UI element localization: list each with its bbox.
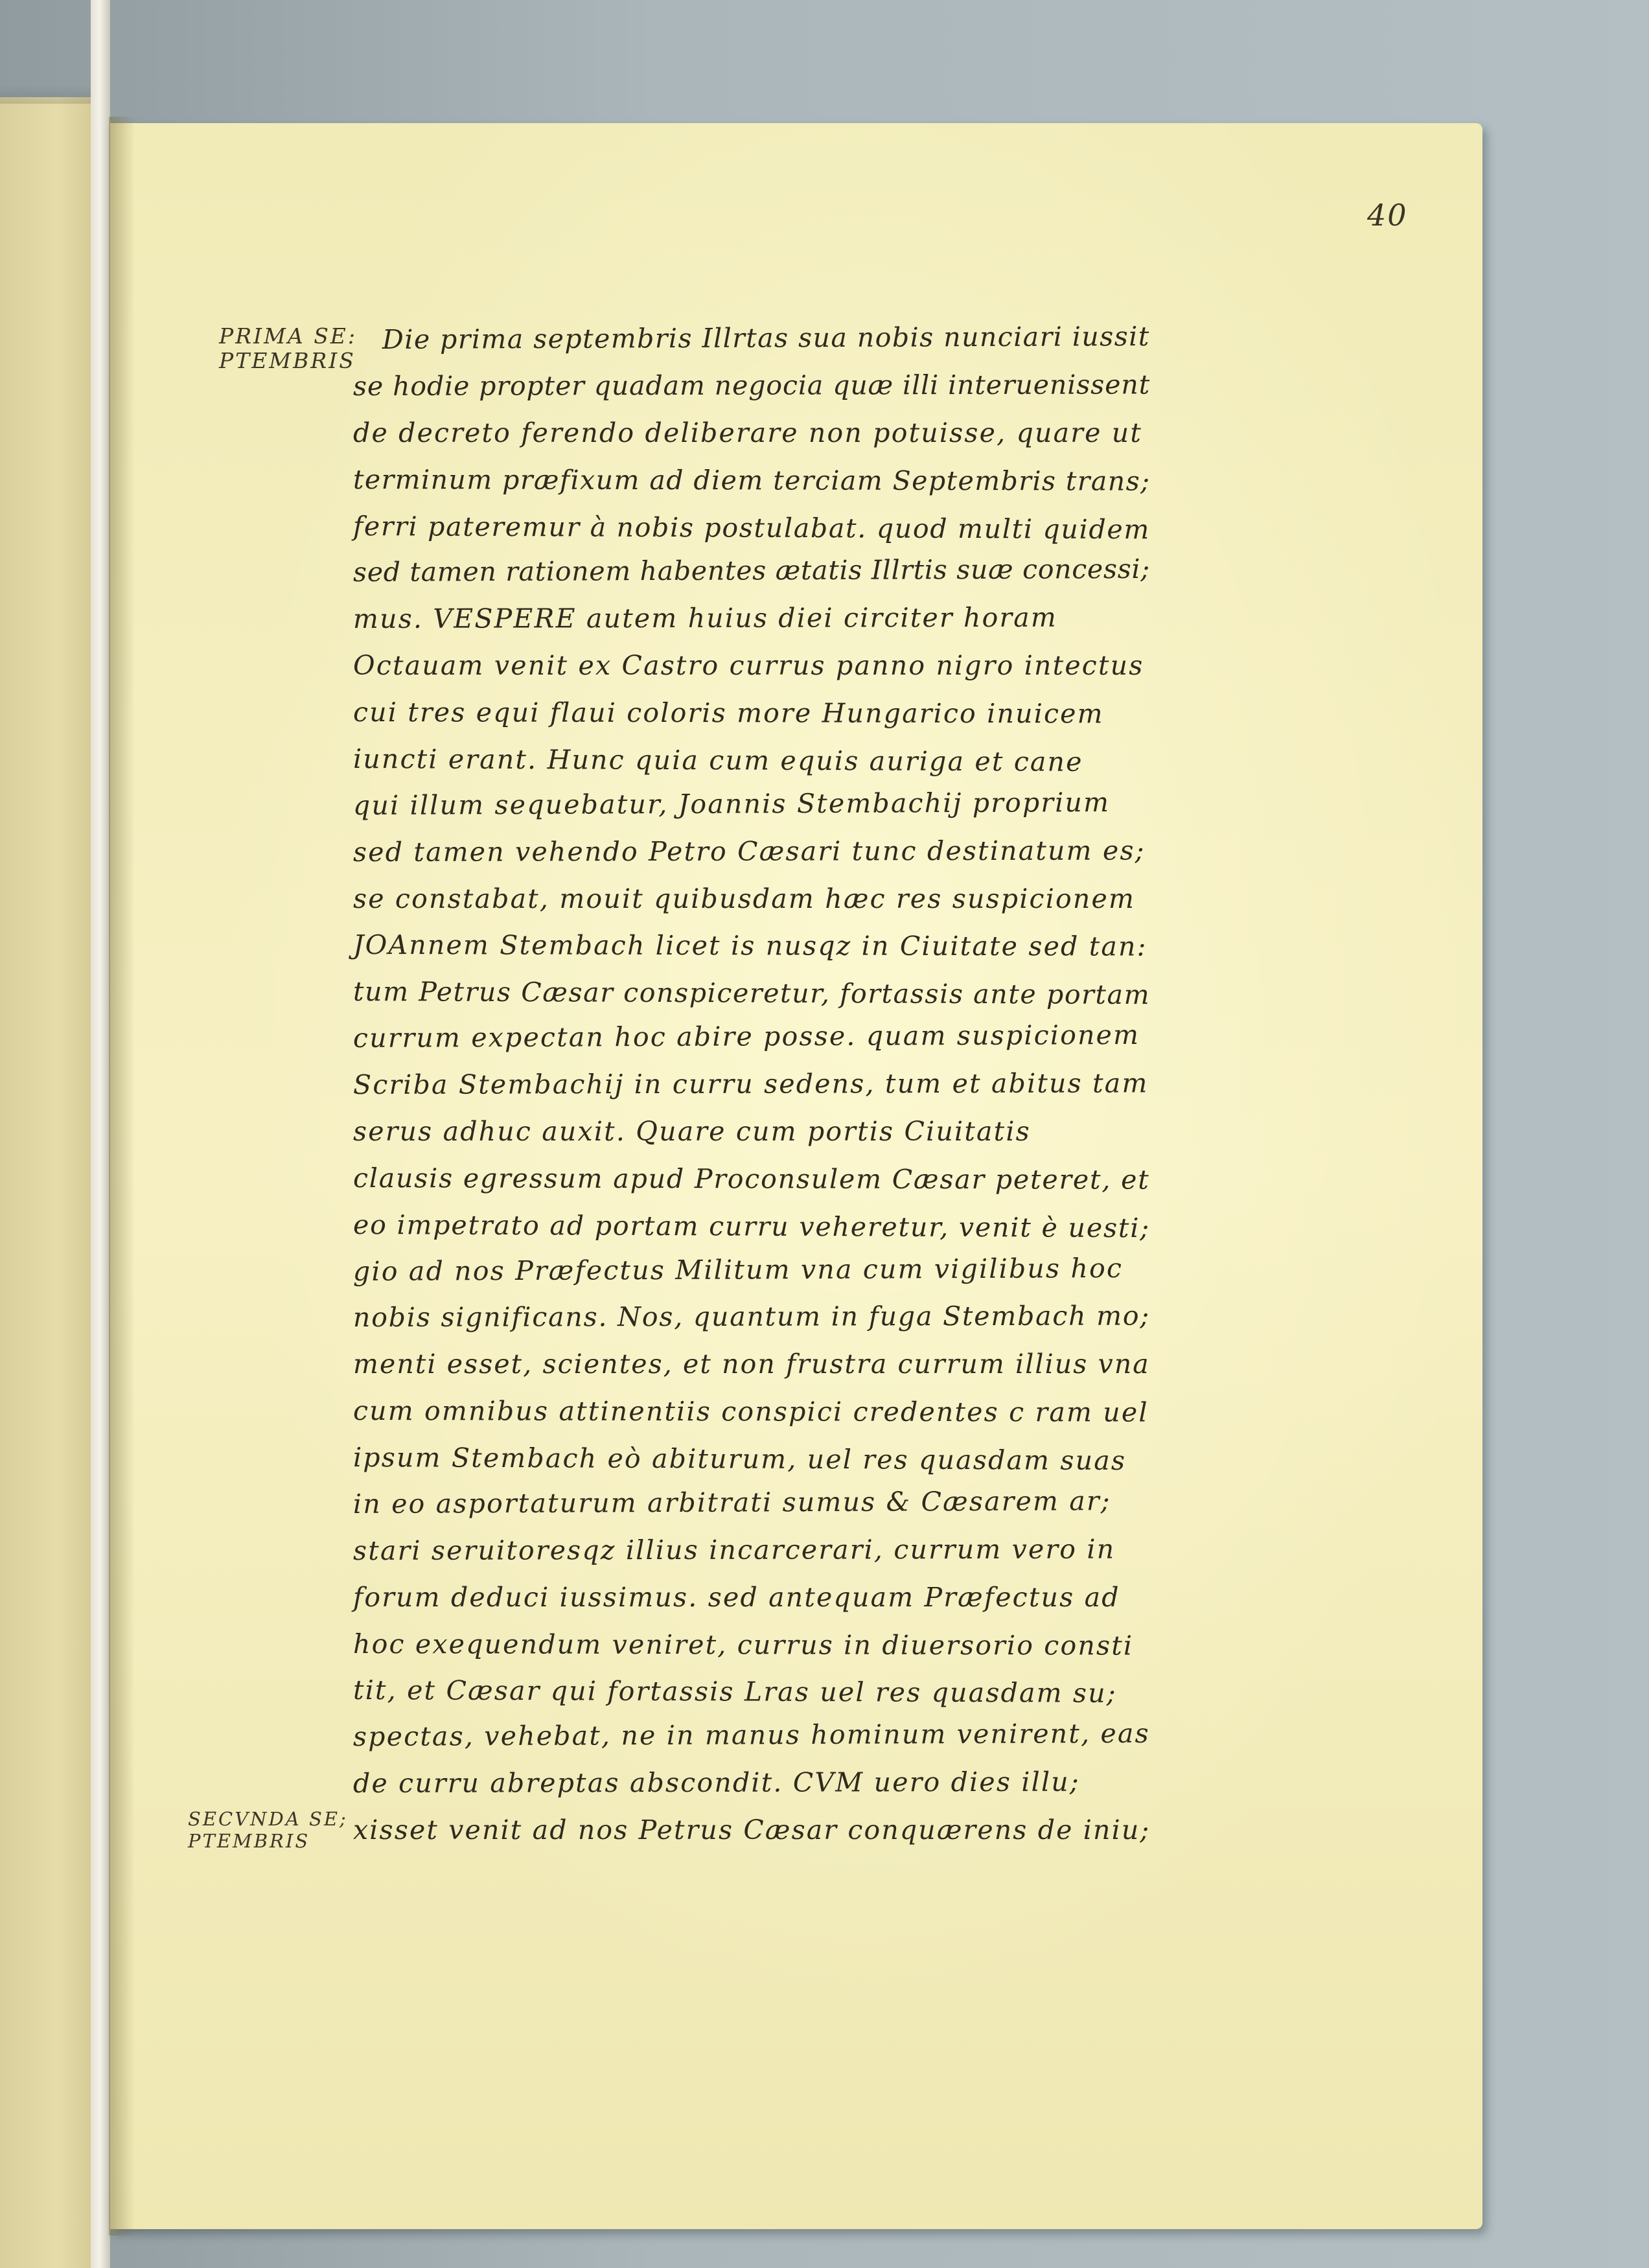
- text-line: se hodie propter quadam negocia quæ illi interuenissent: [352, 369, 1151, 402]
- text-line: sed tamen vehendo Petro Cæsari tunc destinatum es;: [352, 835, 1146, 868]
- text-line: JOAnnem Stembach licet is nusqz in Ciuitate sed tan:: [352, 929, 1147, 962]
- text-line: tit, et Cæsar qui fortassis Lras uel res quasdam su;: [352, 1674, 1117, 1709]
- margin-note-prima-septembris: [219, 324, 357, 373]
- text-line: terminum præfixum ad diem terciam Septembris trans;: [352, 464, 1151, 497]
- margin-note-secunda-septembris: [188, 1808, 348, 1852]
- margin-note-line: PTEMBRIS: [219, 348, 356, 373]
- text-line: Octauam venit ex Castro currus panno nigro intectus: [353, 650, 1144, 681]
- text-line: stari seruitoresqz illius incarcerari, currum vero in: [352, 1533, 1116, 1566]
- text-line: tum Petrus Cæsar conspiceretur, fortassis ante portam: [352, 976, 1151, 1011]
- text-line: cui tres equi flaui coloris more Hungarico inuicem: [352, 697, 1104, 730]
- text-line: spectas, vehebat, ne in manus hominum venirent, eas: [352, 1717, 1150, 1752]
- text-line: hoc exequendum veniret, currus in diuersorio consti: [352, 1628, 1134, 1661]
- book-spine: [91, 0, 110, 2268]
- folio-number: 40: [1367, 198, 1408, 233]
- text-line: serus adhuc auxit. Quare cum portis Ciuitatis: [353, 1116, 1031, 1147]
- text-line: ipsum Stembach eò abiturum, uel res quasdam suas: [352, 1442, 1127, 1476]
- margin-note-line: PRIMA SE:: [219, 323, 358, 349]
- margin-note-line: SECVNDA SE;: [188, 1808, 348, 1830]
- text-line: de curru abreptas abscondit. CVM uero dies illu;: [352, 1766, 1080, 1799]
- text-line: xisset venit ad nos Petrus Cæsar conquærens de iniu;: [353, 1814, 1151, 1846]
- text-line: menti esset, scientes, et non frustra currum illius vna: [353, 1348, 1150, 1380]
- text-line: gio ad nos Præfectus Militum vna cum vigilibus hoc: [352, 1253, 1124, 1287]
- text-line: cum omnibus attinentiis conspici credentes c ram uel: [352, 1395, 1149, 1428]
- text-line: ferri pateremur à nobis postulabat. quod multi quidem: [352, 511, 1151, 546]
- text-line: clausis egressum apud Proconsulem Cæsar peteret, et: [352, 1163, 1150, 1196]
- text-line: qui illum sequebatur, Joannis Stembachij proprium: [352, 787, 1111, 821]
- text-line: de decreto ferendo deliberare non potuisse, quare ut: [353, 417, 1143, 448]
- text-line: Die prima septembris Illrtas sua nobis nunciari iussit: [382, 321, 1150, 355]
- text-line: nobis significans. Nos, quantum in fuga Stembach mo;: [352, 1300, 1151, 1333]
- text-line: eo impetrato ad portam curru veheretur, venit è uesti;: [352, 1209, 1151, 1244]
- text-line: forum deduci iussimus. sed antequam Præfectus ad: [353, 1582, 1120, 1613]
- text-line: currum expectan hoc abire posse. quam suspicionem: [352, 1019, 1140, 1054]
- page-edge-shadow: [0, 84, 104, 104]
- text-line: sed tamen rationem habentes ætatis Illrtis suæ concessi;: [352, 553, 1150, 588]
- text-line: in eo asportaturum arbitrati sumus & Cæsarem ar;: [352, 1485, 1111, 1520]
- gutter-shadow: [109, 117, 135, 2236]
- text-line: Scriba Stembachij in curru sedens, tum et abitus tam: [352, 1067, 1149, 1100]
- text-line: se constabat, mouit quibusdam hæc res suspicionem: [353, 883, 1136, 914]
- text-line: iuncti erant. Hunc quia cum equis auriga et cane: [352, 743, 1083, 778]
- margin-note-line: PTEMBRIS: [188, 1830, 310, 1852]
- text-line: mus. VESPERE autem huius diei circiter horam: [352, 601, 1058, 634]
